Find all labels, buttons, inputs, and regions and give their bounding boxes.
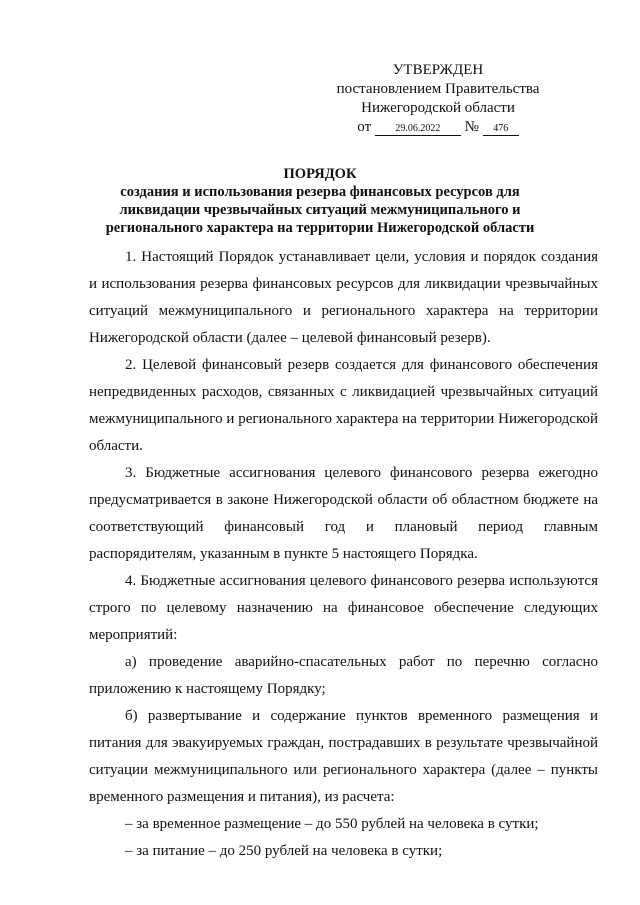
list-item: – за временное размещение – до 550 рублей на человека в сутки; [125,816,539,832]
document-subtitle: создания и использования резерва финансовых ресурсов для ликвидации чрезвычайных ситуаций межмуниципального и регионального характера на территории Нижегородской области [105,184,535,236]
document-body [89,244,598,865]
list-item: – за питание – до 250 рублей на человека в сутки; [125,843,443,859]
number-value: 476 [483,123,519,136]
number-sign: № [464,119,479,135]
approval-line-2: Нижегородской области [361,100,515,116]
paragraph-4a: а) проведение аварийно-спасательных работ по перечню согласно приложению к настоящему Порядку; [89,654,598,697]
paragraph-1: 1. Настоящий Порядок устанавливает цели, условия и порядок создания и использования резерва финансовых ресурсов для ликвидации чрезвычайных ситуаций межмуниципального и регионального характера на территории Нижегородской области (далее – целевой финансовый резерв). [89,249,598,346]
document-title: ПОРЯДОК [283,166,357,182]
date-value: 29.06.2022 [375,123,461,136]
paragraph-4b: б) развертывание и содержание пунктов временного размещения и питания для эвакуируемых граждан, пострадавших в результате чрезвычайной ситуации межмуниципального или регионального характера (далее – пункты временного размещения и питания), из расчета: [89,708,598,805]
paragraph-2: 2. Целевой финансовый резерв создается для финансового обеспечения непредвиденных расходов, связанных с ликвидацией чрезвычайных ситуаций межмуниципального и регионального характера на территории Нижегородской области. [89,357,598,454]
paragraph-4: 4. Бюджетные ассигнования целевого финансового резерва используются строго по целевому назначению на финансовое обеспечение следующих мероприятий: [89,573,598,643]
approval-title: УТВЕРЖДЕН [392,62,484,78]
approval-stamp [318,61,558,137]
approval-date-line [357,118,518,137]
date-prefix: от [357,119,372,135]
document-heading [100,165,540,237]
approval-line-1: постановлением Правительства [336,81,540,97]
paragraph-3: 3. Бюджетные ассигнования целевого финансового резерва ежегодно предусматривается в законе Нижегородской области об областном бюджете на соответствующий финансовый год и плановый период главным распорядителям, указанным в пункте 5 настоящего Порядка. [89,465,598,562]
